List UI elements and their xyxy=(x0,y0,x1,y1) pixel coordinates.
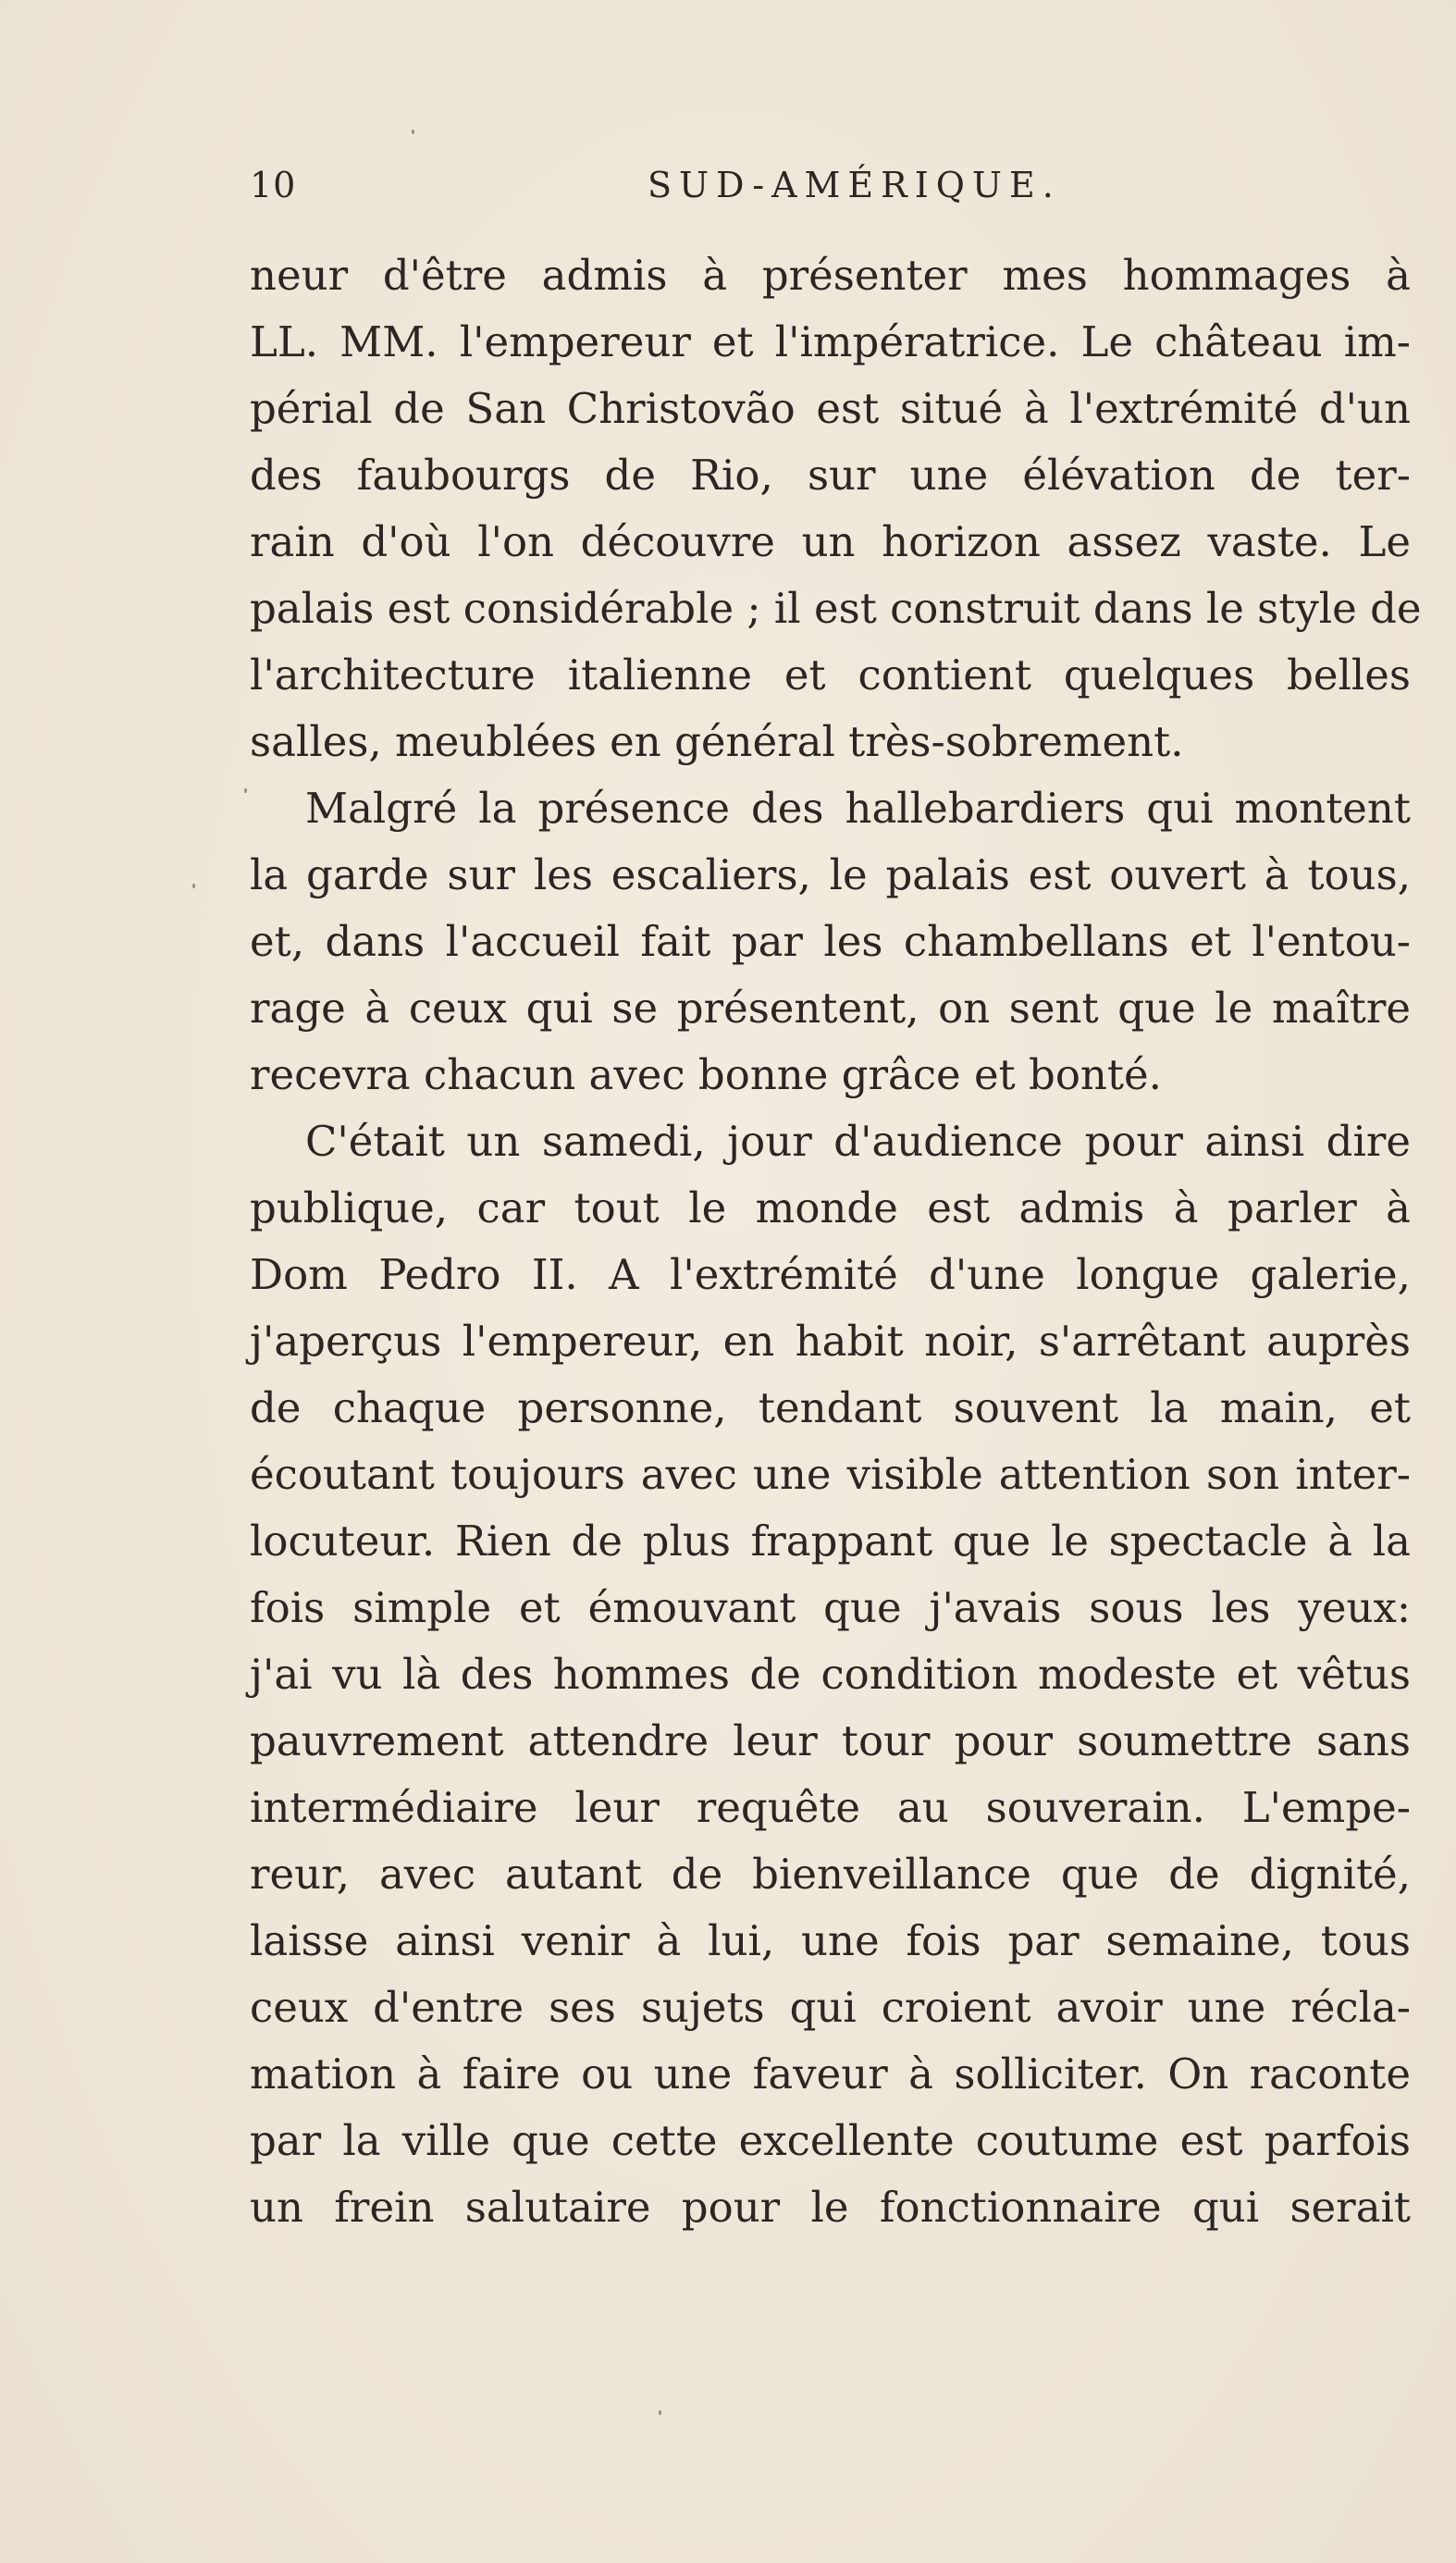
text-line: j'aperçus l'empereur, en habit noir, s'arrêtant auprès xyxy=(250,1317,1411,1366)
text-line: recevra chacun avec bonne grâce et bonté. xyxy=(250,1050,1162,1099)
text-line: mation à faire ou une faveur à solliciter. On raconte xyxy=(250,2049,1411,2099)
text-line: des faubourgs de Rio, sur une élévation de ter- xyxy=(250,451,1411,500)
text-line: palais est considérable ; il est construit dans le style de xyxy=(250,584,1422,633)
running-title: SUD-AMÉRIQUE. xyxy=(648,165,1061,205)
text-line: rain d'où l'on découvre un horizon assez vaste. Le xyxy=(250,517,1411,566)
text-line: j'ai vu là des hommes de condition modeste et vêtus xyxy=(250,1650,1411,1699)
text-line: la garde sur les escaliers, le palais est ouvert à tous, xyxy=(250,850,1411,899)
text-line: pauvrement attendre leur tour pour soumettre sans xyxy=(250,1716,1411,1765)
text-line: reur, avec autant de bienveillance que de dignité, xyxy=(250,1850,1411,1899)
paper-speck xyxy=(659,2410,661,2415)
text-line: Dom Pedro II. A l'extrémité d'une longue galerie, xyxy=(250,1250,1411,1299)
text-line: rage à ceux qui se présentent, on sent que le maître xyxy=(250,984,1411,1033)
text-line: de chaque personne, tendant souvent la main, et xyxy=(250,1383,1411,1432)
page-header xyxy=(250,165,1415,220)
paragraph-first-line: Malgré la présence des hallebardiers qui montent xyxy=(305,784,1411,833)
text-line: publique, car tout le monde est admis à parler à xyxy=(250,1183,1411,1232)
text-line: salles, meublées en général très-sobrement. xyxy=(250,717,1184,766)
text-line: intermédiaire leur requête au souverain. L'empe- xyxy=(250,1783,1411,1832)
text-line: laisse ainsi venir à lui, une fois par semaine, tous xyxy=(250,1916,1411,1965)
paper-speck xyxy=(412,130,414,134)
paper-speck xyxy=(192,884,195,888)
page-number: 10 xyxy=(250,165,297,205)
text-line: l'architecture italienne et contient quelques belles xyxy=(250,650,1411,700)
text-line: ceux d'entre ses sujets qui croient avoir une récla- xyxy=(250,1983,1411,2032)
text-line: écoutant toujours avec une visible attention son inter- xyxy=(250,1450,1411,1499)
text-line: périal de San Christovão est situé à l'extrémité d'un xyxy=(250,384,1411,433)
text-line: LL. MM. l'empereur et l'impératrice. Le château im- xyxy=(250,317,1411,366)
paper-speck xyxy=(244,788,247,793)
text-line: un frein salutaire pour le fonctionnaire qui serait xyxy=(250,2183,1411,2232)
body-text xyxy=(250,242,1422,2241)
text-line: locuteur. Rien de plus frappant que le spectacle à la xyxy=(250,1517,1411,1566)
text-line: et, dans l'accueil fait par les chambellans et l'entou- xyxy=(250,917,1411,966)
paragraph-first-line: C'était un samedi, jour d'audience pour ainsi dire xyxy=(305,1117,1411,1166)
text-line: neur d'être admis à présenter mes hommages à xyxy=(250,251,1411,300)
text-line: par la ville que cette excellente coutume est parfois xyxy=(250,2116,1411,2165)
text-line: fois simple et émouvant que j'avais sous les yeux: xyxy=(250,1583,1411,1632)
